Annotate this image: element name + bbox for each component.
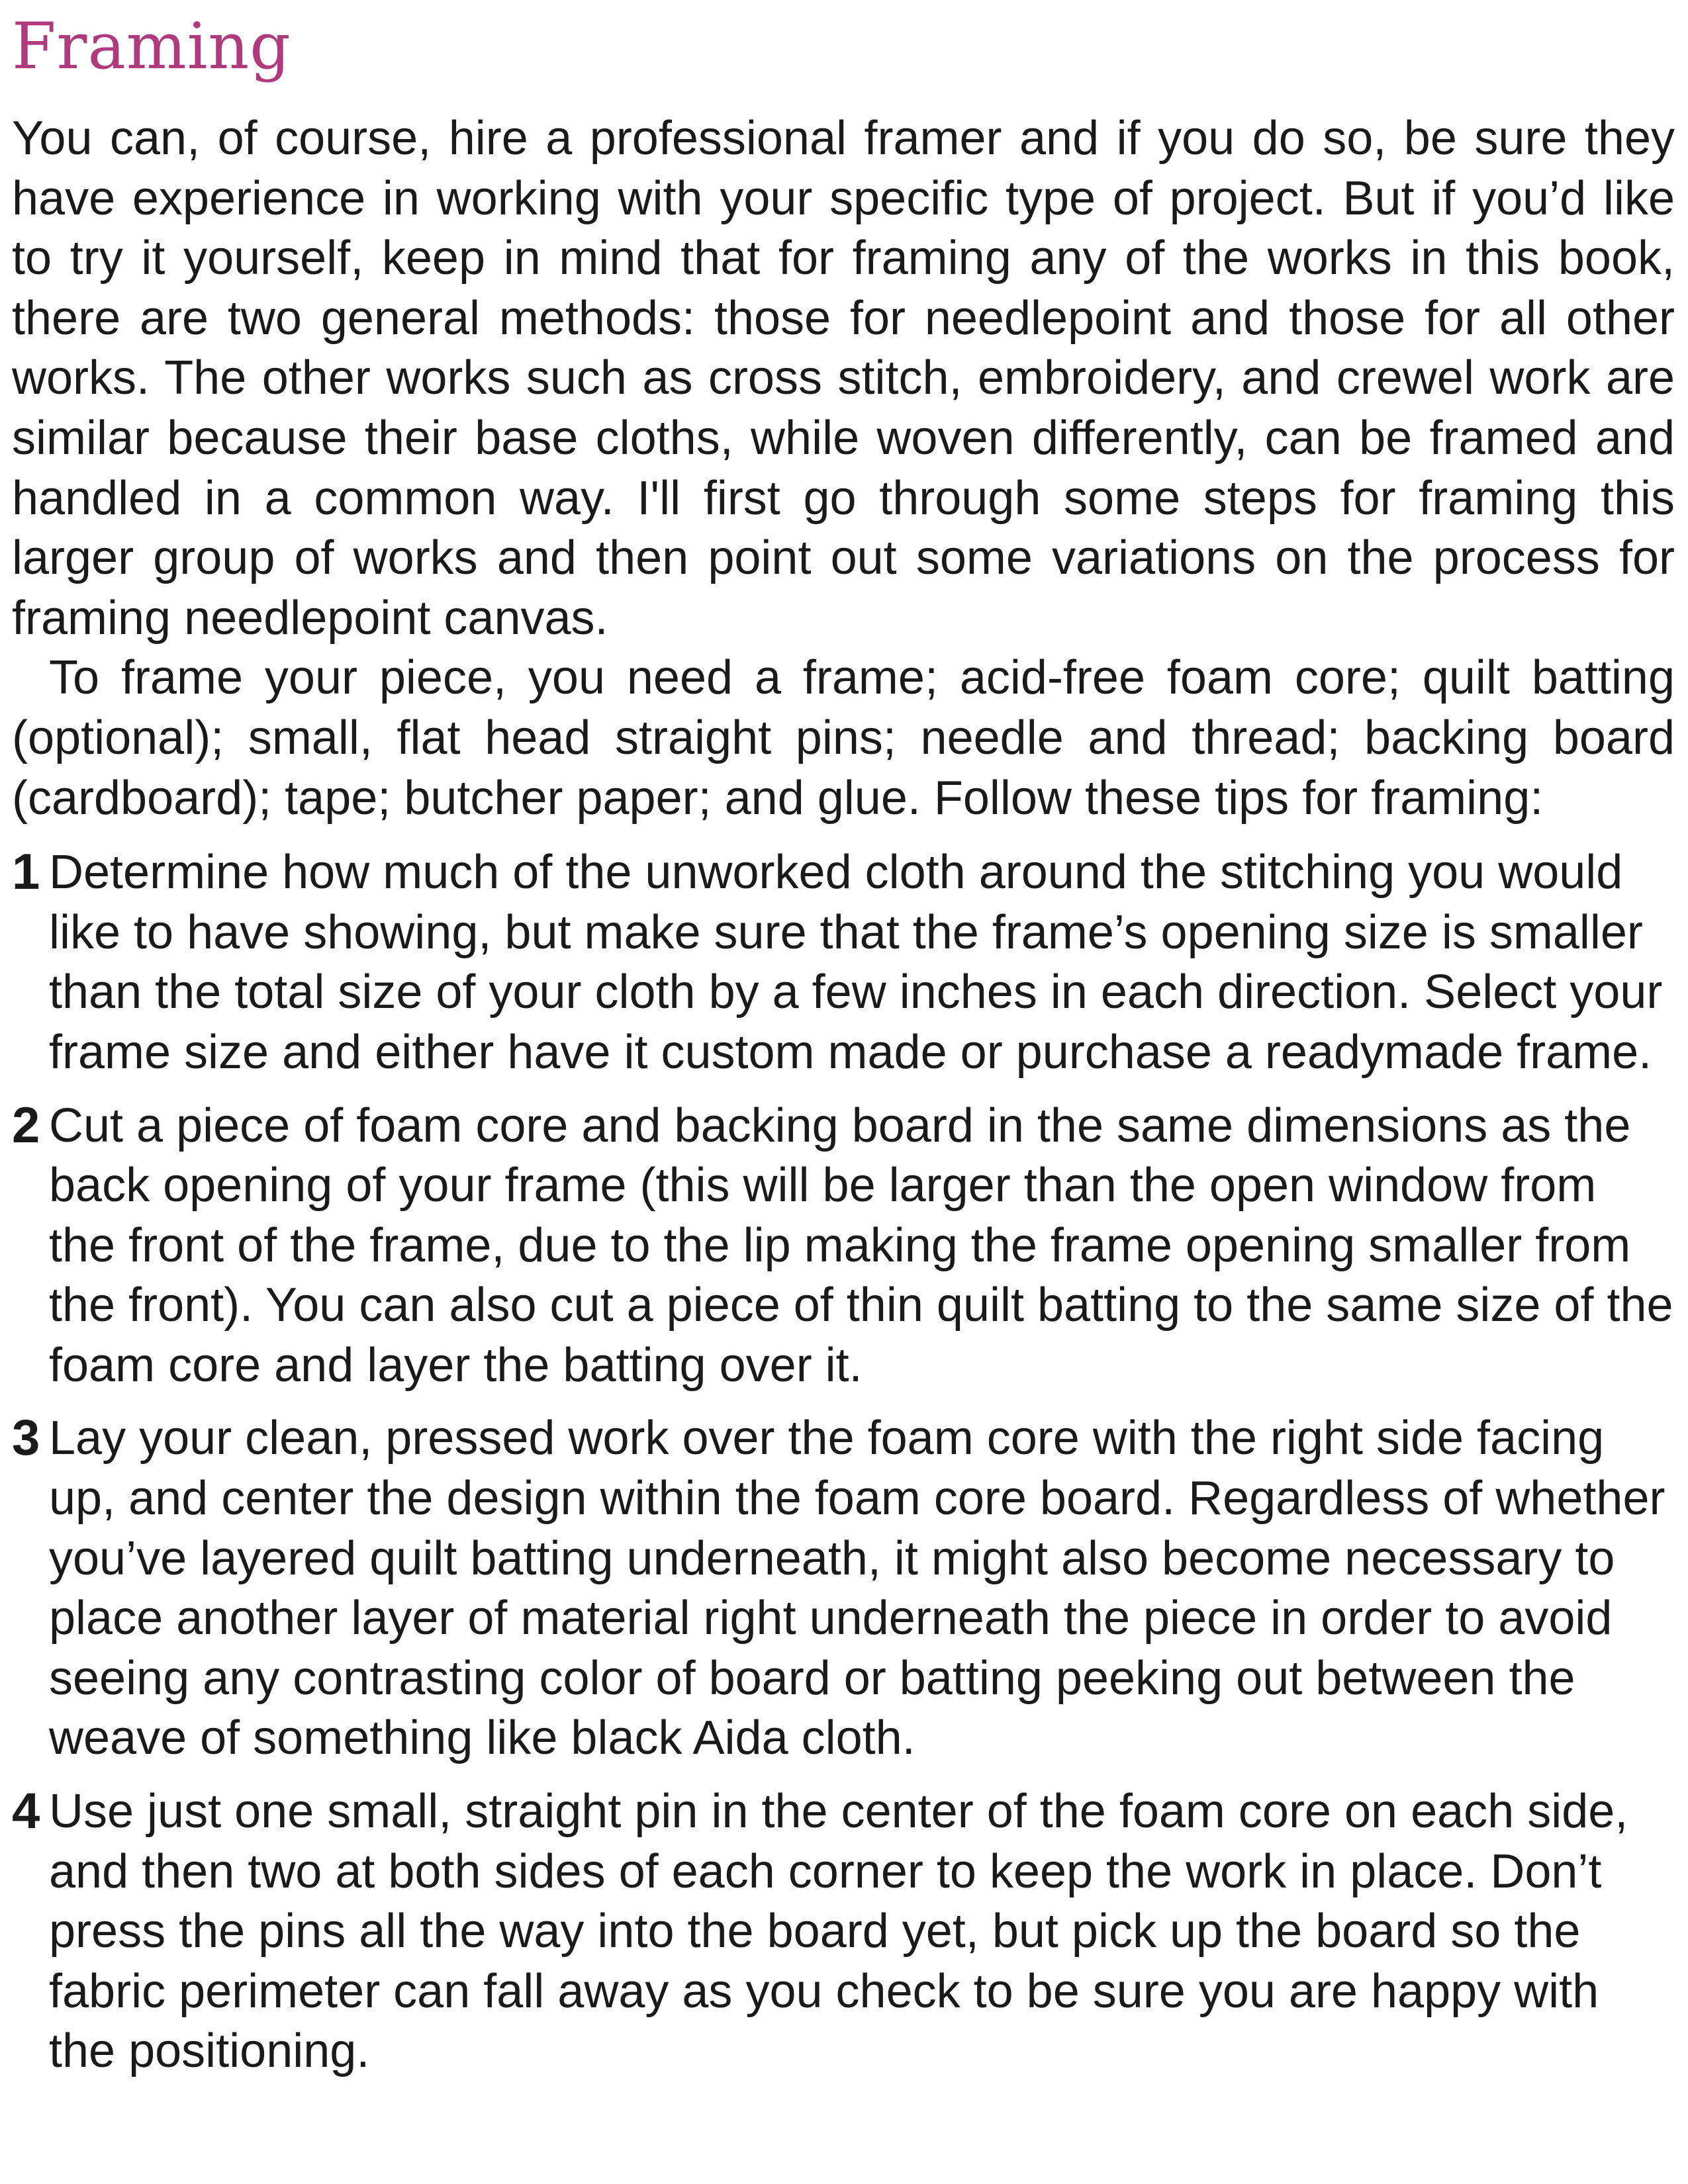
step-text: Cut a piece of foam core and backing board in the same dimensions as the back opening of your frame (this will be larger than the open window from the front of the frame, due to the lip making the frame opening smaller from the front). You can also cut a piece of thin quilt batting to the same size of the foam core and layer the batting over it. bbox=[49, 1099, 1673, 1392]
step-number: 1 bbox=[12, 844, 40, 901]
materials-paragraph: To frame your piece, you need a frame; acid-free foam core; quilt batting (optional); small, flat head straight pins; needle and thread; backing board (cardboard); tape; butcher paper; and glue. Follow these tips for framing: bbox=[12, 651, 1675, 825]
step-text: Determine how much of the unworked cloth around the stitching you would like to have showing, but make sure that the frame’s opening size is smaller than the total size of your cloth by a few inches in each direction. Select your frame size and either have it custom made or purchase a readymade frame. bbox=[49, 846, 1663, 1079]
step-number: 4 bbox=[12, 1783, 40, 1840]
document-page bbox=[12, 0, 1675, 2095]
step-number: 3 bbox=[12, 1410, 40, 1467]
intro-paragraph: You can, of course, hire a professional framer and if you do so, be sure they have experience in working with your specific type of project. But if you’d like to try it yourself, keep in mind that for framing any of the works in this book, there are two general methods: those for needlepoint and those for all other works. The other works such as cross stitch, embroidery, and crewel work are similar because their base cloths, while woven differently, can be framed and handled in a common way. I'll first go through some steps for framing this larger group of works and then point out some variations on the process for framing needlepoint canvas. bbox=[12, 112, 1675, 645]
step-number: 2 bbox=[12, 1097, 40, 1154]
list-item bbox=[12, 1782, 1675, 2081]
section-heading: Framing bbox=[12, 9, 291, 83]
list-item bbox=[12, 1408, 1675, 1768]
list-item bbox=[12, 842, 1675, 1082]
list-item bbox=[12, 1096, 1675, 1396]
step-text: Use just one small, straight pin in the center of the foam core on each side, and then two at both sides of each corner to keep the work in place. Don’t press the pins all the way into the board yet, but pick up the board so the fabric perimeter can fall away as you check to be sure you are happy with the positioning. bbox=[49, 1785, 1628, 2078]
step-text: Lay your clean, pressed work over the foam core with the right side facing up, and center the design within the foam core board. Regardless of whether you’ve layered quilt batting underneath, it might also become necessary to place another layer of material right underneath the piece in order to avoid seeing any contrasting color of board or batting peeking out between the weave of something like black Aida cloth. bbox=[49, 1412, 1665, 1765]
steps-list bbox=[12, 842, 1675, 2081]
